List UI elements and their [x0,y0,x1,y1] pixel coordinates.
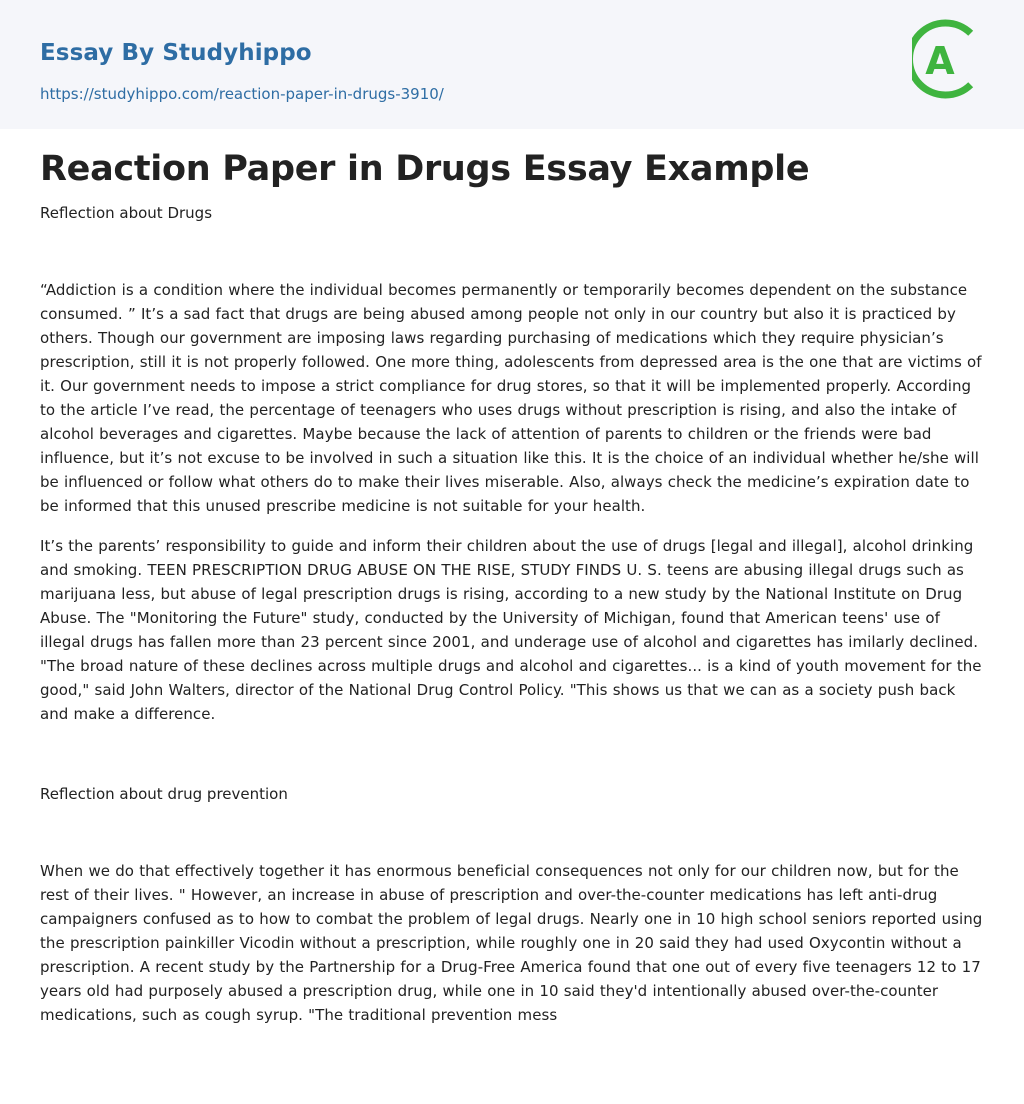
body-paragraph-3: When we do that effectively together it has enormous beneficial consequences not only for our children now, but for the rest of their lives. " However, an increase in abuse of prescription and over-the-counter medications has left anti-drug campaigners confused as to how to combat the problem of legal drugs. Nearly one in 10 high school seniors reported using the prescription painkiller Vicodin without a prescription, while roughly one in 20 said they had used Oxycontin without a prescription. A recent study by the Partnership for a Drug-Free America found that one out of every five teenagers 12 to 17 years old had purposely abused a prescription drug, while one in 10 said they'd intentionally abused over-the-counter medications, such as cough syrup. "The traditional prevention mess [40,862,983,1024]
source-url-link[interactable]: https://studyhippo.com/reaction-paper-in-drugs-3910/ [40,85,444,103]
article-content [0,129,1024,1027]
body-paragraph-1: “Addiction is a condition where the individual becomes permanently or temporarily becomes dependent on the substance consumed. ” It’s a sad fact that drugs are being abused among people not only in our country but also it is practiced by others. Though our government are imposing laws regarding purchasing of medications which they require physician’s prescription, still it is not properly followed. One more thing, adolescents from depressed area is the one that are victims of it. Our government needs to impose a strict compliance for drug stores, so that it will be implemented properly. According to the article I’ve read, the percentage of teenagers who uses drugs without prescription is rising, and also the intake of alcohol beverages and cigarettes. Maybe because the lack of attention of parents to children or the friends were bad influence, but it’s not excuse to be involved in such a situation like this. It is the choice of an individual whether he/she will be influenced or follow what others do to make their lives miserable. Also, always check the medicine’s expiration date to be informed that this unused prescribe medicine is not suitable for your health. [40,281,982,515]
page-title: Reaction Paper in Drugs Essay Example [40,149,810,189]
logo-letter: A [925,39,955,83]
section-heading: Reflection about drug prevention [40,785,288,803]
article-subtitle: Reflection about Drugs [40,204,213,222]
body-paragraph-2: It’s the parents’ responsibility to guide and inform their children about the use of drugs [legal and illegal], alcohol drinking and smoking. TEEN PRESCRIPTION DRUG ABUSE ON THE RISE, STUDY FINDS U. S. teens are abusing illegal drugs such as marijuana less, but abuse of legal prescription drugs is rising, according to a new study by the National Institute on Drug Abuse. The "Monitoring the Future" study, conducted by the University of Michigan, found that American teens' use of illegal drugs has fallen more than 23 percent since 2001, and underage use of alcohol and cigarettes has imilarly declined. "The broad nature of these declines across multiple drugs and alcohol and cigarettes... is a kind of youth movement for the good," said John Walters, director of the National Drug Control Policy. "This shows us that we can as a society push back and make a difference. [40,537,982,723]
site-header [0,0,1024,129]
site-title[interactable]: Essay By Studyhippo [40,40,312,66]
studyhippo-logo-icon[interactable] [912,18,988,106]
